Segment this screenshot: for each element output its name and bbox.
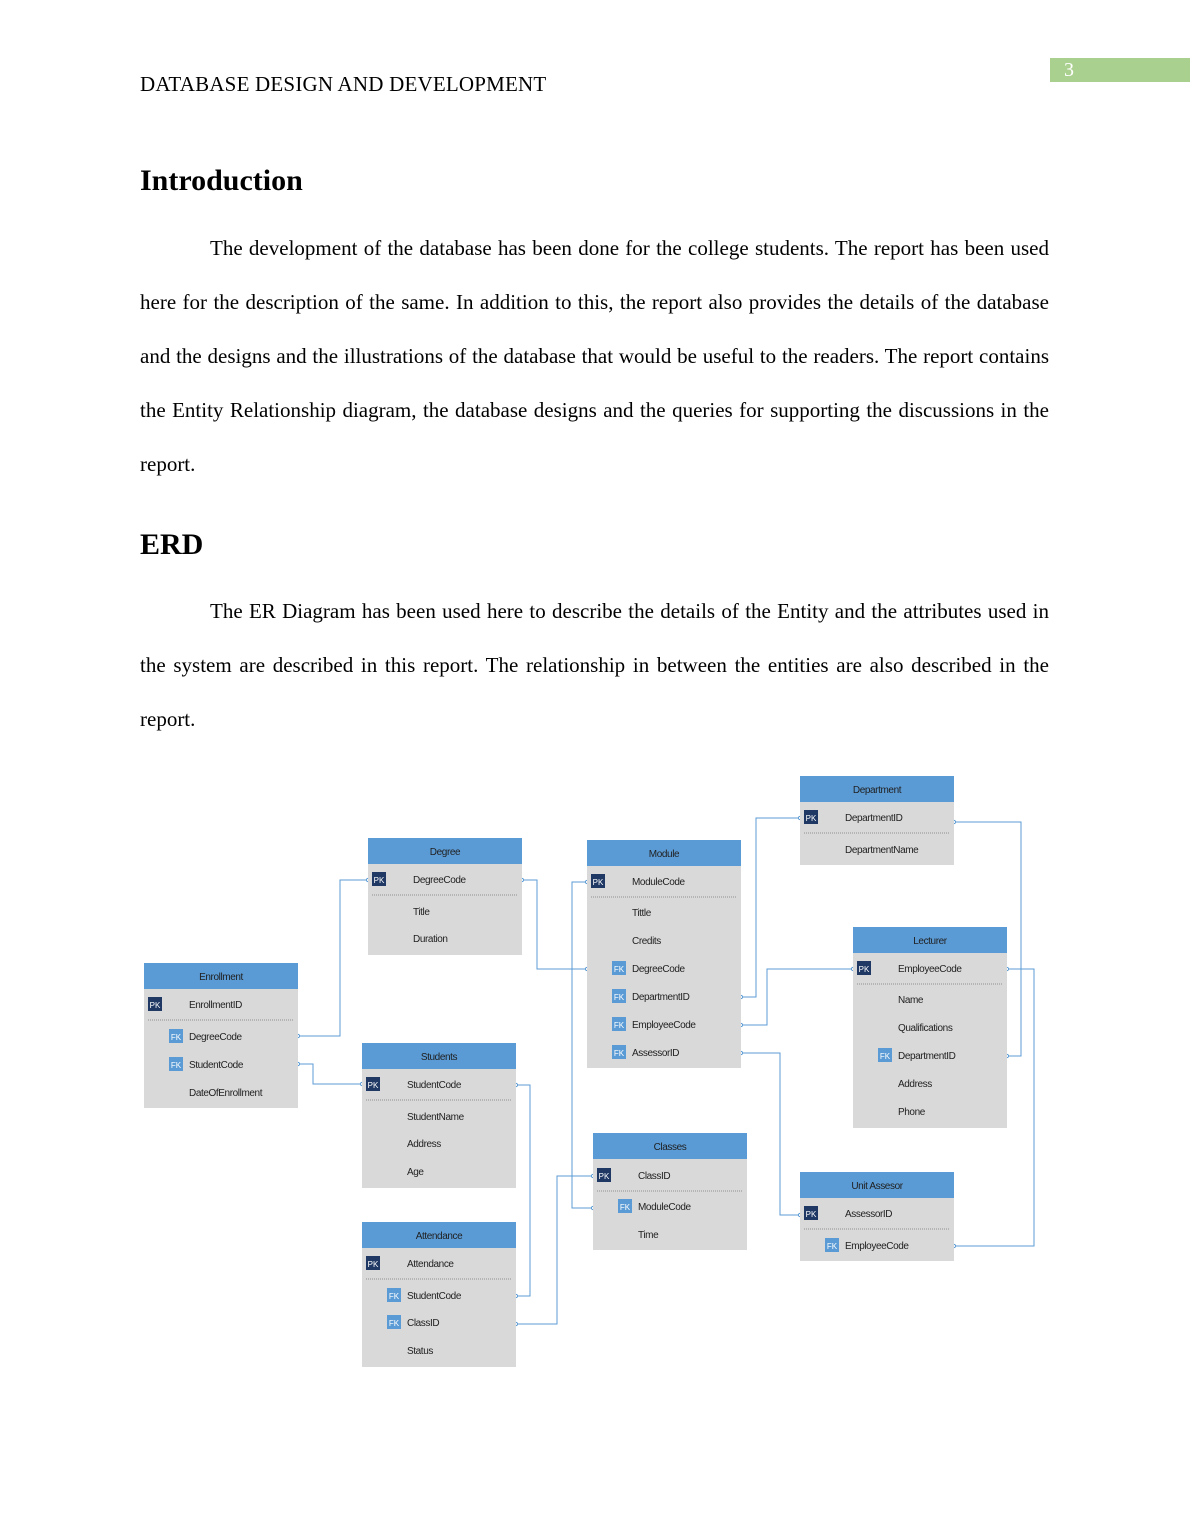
introduction-heading: Introduction (140, 164, 303, 197)
entity-unit-assessor (800, 1172, 954, 1261)
fk-badge-label: FK (619, 1203, 631, 1212)
fk-attribute: AssessorID (632, 1048, 680, 1059)
fk-badge-label: FK (879, 1052, 891, 1061)
rel-module-assessor (741, 1053, 800, 1215)
fk-attribute: ModuleCode (638, 1202, 691, 1213)
erd-heading: ERD (140, 528, 204, 561)
fk-badge-label: FK (613, 1049, 625, 1058)
attribute: Tittle (632, 908, 651, 919)
attribute: Qualifications (898, 1023, 953, 1034)
attribute: Credits (632, 936, 661, 947)
fk-attribute: DepartmentID (898, 1051, 956, 1062)
attribute: Status (407, 1346, 433, 1357)
fk-attribute: StudentCode (189, 1060, 243, 1071)
pk-badge-label: PK (858, 965, 870, 974)
entity-module (587, 840, 741, 1068)
pk-attribute: Attendance (407, 1259, 454, 1270)
rel-students-attendance (516, 1085, 530, 1296)
erd-paragraph: The ER Diagram has been used here to describe the details of the Entity and the attributes used in the system are described in this report. The relationship in between the entities are also described in the report. (140, 599, 1049, 731)
fk-attribute: StudentCode (407, 1291, 461, 1302)
attribute: Duration (413, 934, 448, 945)
fk-attribute: DegreeCode (632, 964, 685, 975)
fk-badge-label: FK (613, 965, 625, 974)
pk-attribute: EmployeeCode (898, 964, 962, 975)
entity-department (800, 776, 954, 865)
attribute: DepartmentName (845, 845, 919, 856)
pk-badge-label: PK (592, 878, 604, 887)
attribute: Name (898, 995, 924, 1006)
entity-title: Lecturer (913, 936, 947, 947)
attribute: Time (638, 1230, 659, 1241)
entity-body (587, 840, 741, 1068)
attribute: Address (898, 1079, 932, 1090)
entity-title: Students (420, 1052, 458, 1063)
attribute: Phone (898, 1107, 925, 1118)
rel-enrollment-students (298, 1064, 362, 1084)
attribute: DateOfEnrollment (189, 1088, 263, 1099)
pk-badge-label: PK (598, 1172, 610, 1181)
fk-badge-label: FK (170, 1061, 182, 1070)
pk-attribute: DepartmentID (845, 813, 903, 824)
pk-badge-label: PK (373, 876, 385, 885)
pk-attribute: AssessorID (845, 1209, 893, 1220)
entity-classes (593, 1133, 747, 1250)
pk-attribute: StudentCode (407, 1080, 461, 1091)
rel-module-lecturer (741, 969, 853, 1025)
rel-classes-attendance (516, 1176, 593, 1324)
entity-students (362, 1043, 516, 1188)
rel-degree-module (522, 880, 587, 969)
entity-enrollment (144, 963, 298, 1108)
entity-title: Module (648, 849, 680, 860)
entity-title: Enrollment (199, 972, 243, 983)
fk-attribute: DegreeCode (189, 1032, 242, 1043)
pk-badge-label: PK (149, 1001, 161, 1010)
pk-badge-label: PK (805, 814, 817, 823)
entity-title: Attendance (415, 1231, 463, 1242)
attribute: Title (413, 907, 430, 918)
fk-badge-label: FK (388, 1292, 400, 1301)
fk-attribute: DepartmentID (632, 992, 690, 1003)
rel-enrollment-degree (298, 880, 368, 1036)
attribute: StudentName (407, 1112, 464, 1123)
attribute: Age (407, 1167, 424, 1178)
pk-attribute: ModuleCode (632, 877, 685, 888)
entity-lecturer (853, 927, 1007, 1128)
fk-badge-label: FK (170, 1033, 182, 1042)
entity-degree (368, 838, 522, 955)
fk-badge-label: FK (388, 1319, 400, 1328)
fk-attribute: ClassID (407, 1318, 440, 1329)
entity-title: Classes (653, 1142, 687, 1153)
pk-attribute: DegreeCode (413, 875, 466, 886)
fk-badge-label: FK (613, 1021, 625, 1030)
pk-badge-label: PK (367, 1260, 379, 1269)
entity-attendance (362, 1222, 516, 1367)
fk-badge-label: FK (613, 993, 625, 1002)
entity-title: Degree (429, 847, 461, 858)
page-number: 3 (1050, 58, 1190, 82)
fk-attribute: EmployeeCode (845, 1241, 909, 1252)
fk-badge-label: FK (826, 1242, 838, 1251)
pk-attribute: ClassID (638, 1171, 671, 1182)
pk-attribute: EnrollmentID (189, 1000, 242, 1011)
attribute: Address (407, 1139, 441, 1150)
running-header: DATABASE DESIGN AND DEVELOPMENT (140, 72, 547, 96)
entity-title: Unit Assesor (851, 1181, 903, 1192)
fk-attribute: EmployeeCode (632, 1020, 696, 1031)
pk-badge-label: PK (805, 1210, 817, 1219)
pk-badge-label: PK (367, 1081, 379, 1090)
entity-title: Department (852, 785, 902, 796)
rel-module-department (741, 818, 800, 997)
introduction-paragraph: The development of the database has been done for the college students. The report has been used here for the description of the same. In addition to this, the report also provides the details of the database and the designs and the illustrations of the database that would be useful to the readers. The report contains the Entity Relationship diagram, the database designs and the queries for supporting the discussions in the report. (140, 236, 1049, 476)
